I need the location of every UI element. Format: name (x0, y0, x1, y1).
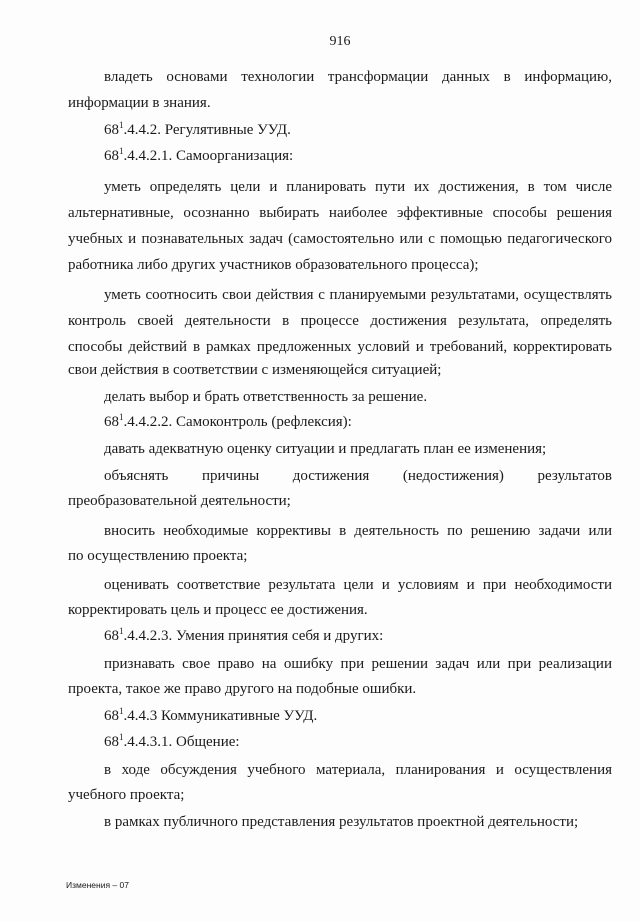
section-number-sup: 1 (119, 146, 124, 156)
section-heading (104, 733, 240, 751)
section-title: .4.4.3.1. Общение: (123, 734, 240, 750)
section-number-sup: 1 (119, 706, 124, 716)
section-heading (104, 121, 291, 139)
section-number-sup: 1 (119, 732, 124, 742)
paragraph-line: работника либо других участников образовательного процесса); (68, 257, 479, 273)
section-number-sup: 1 (119, 412, 124, 422)
section-title: .4.4.2.2. Самоконтроль (рефлексия): (123, 414, 352, 430)
section-number-base: 68 (104, 734, 119, 750)
page-number: 916 (329, 34, 351, 49)
section-number-base: 68 (104, 708, 119, 724)
paragraph-line: оценивать соответствие результата цели и условиям и при необходимости (104, 577, 612, 593)
section-heading (104, 707, 317, 725)
paragraph-line: способы действий в рамках предложенных условий и требований, корректировать (68, 339, 612, 355)
paragraph-line: проекта, такое же право другого на подобные ошибки. (68, 681, 417, 697)
paragraph-line: по осуществлению проекта; (68, 548, 248, 564)
paragraph-line: признавать свое право на ошибку при решении задач или при реализации (104, 656, 612, 672)
section-heading (104, 147, 293, 165)
paragraph-line: контроль своей деятельности в процессе достижения результата, определять (68, 313, 612, 329)
paragraph-line: вносить необходимые коррективы в деятельность по решению задачи или (104, 523, 612, 539)
paragraph-line: в рамках публичного представления результатов проектной деятельности; (104, 814, 579, 830)
paragraph-line: давать адекватную оценку ситуации и предлагать план ее изменения; (104, 441, 547, 457)
paragraph-line: делать выбор и брать ответственность за решение. (104, 389, 428, 405)
section-title: .4.4.2. Регулятивные УУД. (123, 122, 291, 138)
section-title: .4.4.3 Коммуникативные УУД. (123, 708, 318, 724)
paragraph-line: корректировать цель и процесс ее достижения. (68, 602, 368, 618)
paragraph-line: информации в знания. (68, 95, 211, 111)
paragraph-line: свои действия в соответствии с изменяющейся ситуацией; (68, 362, 442, 378)
section-number-base: 68 (104, 414, 119, 430)
paragraph-line: владеть основами технологии трансформации данных в информацию, (104, 69, 612, 85)
paragraph-line: учебных и познавательных задач (самостоятельно или с помощью педагогического (68, 231, 612, 247)
paragraph-line: уметь соотносить свои действия с планируемыми результатами, осуществлять (104, 287, 612, 303)
section-number-sup: 1 (119, 120, 124, 130)
paragraph-line: учебного проекта; (68, 787, 185, 803)
section-heading (104, 413, 352, 431)
section-number-base: 68 (104, 148, 119, 164)
section-heading (104, 627, 383, 645)
paragraph-line: преобразовательной деятельности; (68, 493, 291, 509)
section-title: .4.4.2.1. Самоорганизация: (123, 148, 294, 164)
section-number-sup: 1 (119, 626, 124, 636)
footer-revision-note: Изменения – 07 (66, 880, 129, 890)
paragraph-line: уметь определять цели и планировать пути их достижения, в том числе (104, 179, 612, 195)
paragraph-line: объяснять причины достижения (недостижения) результатов (104, 468, 612, 484)
paragraph-line: альтернативные, осознанно выбирать наиболее эффективные способы решения (68, 205, 612, 221)
paragraph-line: в ходе обсуждения учебного материала, планирования и осуществления (104, 762, 612, 778)
section-number-base: 68 (104, 122, 119, 138)
section-title: .4.4.2.3. Умения принятия себя и других: (123, 628, 384, 644)
section-number-base: 68 (104, 628, 119, 644)
